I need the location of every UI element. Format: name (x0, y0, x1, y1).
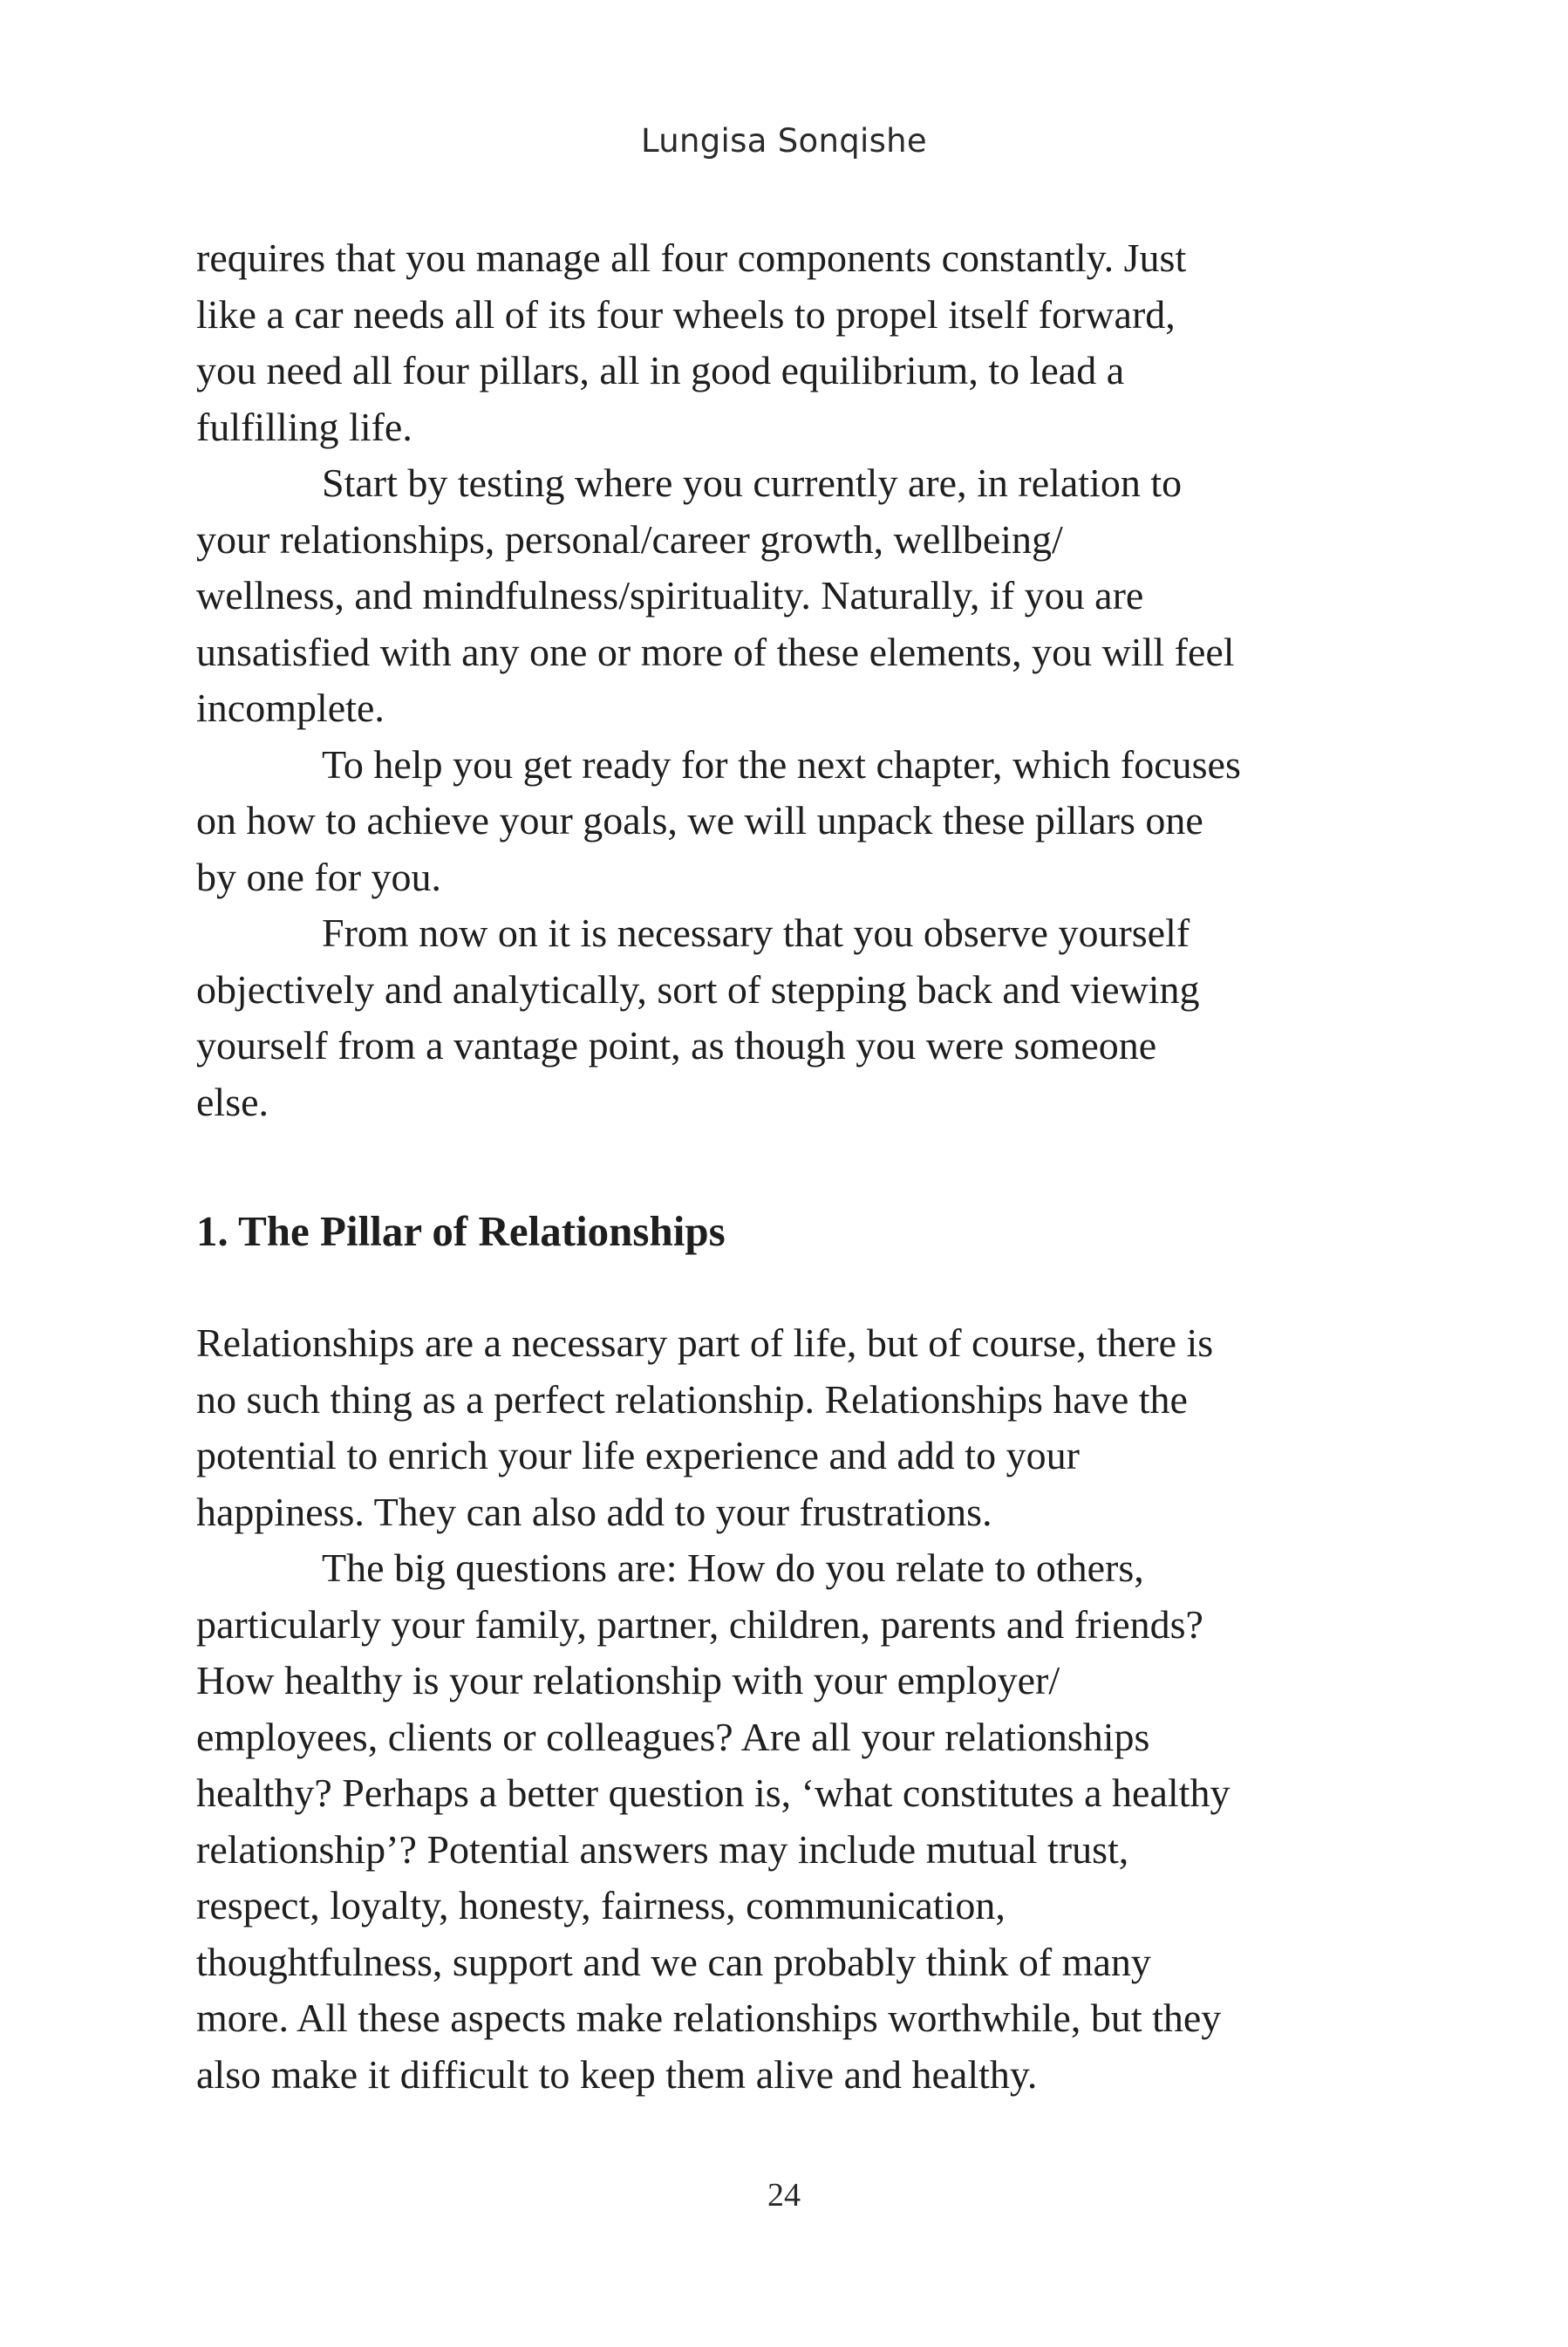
text-line: by one for you. (196, 854, 442, 899)
page-number: 24 (767, 2177, 801, 2214)
text-line: The big questions are: How do you relate to others, (322, 1545, 1144, 1590)
text-line: thoughtfulness, support and we can probably think of many (196, 1939, 1151, 1984)
paragraph (196, 905, 1365, 1130)
text-line: potential to enrich your life experience and add to your (196, 1433, 1080, 1477)
text-line: more. All these aspects make relationships worthwhile, but they (196, 1996, 1222, 2040)
text-line: objectively and analytically, sort of stepping back and viewing (196, 966, 1200, 1012)
text-line: fulfilling life. (196, 404, 412, 449)
text-line: employees, clients or colleagues? Are all your relationships (196, 1714, 1150, 1759)
text-line: Relationships are a necessary part of life, but of course, there is (196, 1320, 1214, 1365)
text-line: Start by testing where you currently are, in relation to (322, 461, 1183, 505)
text-line: you need all four pillars, all in good equilibrium, to lead a (196, 348, 1125, 392)
section-heading: 1. The Pillar of Relationships (196, 1207, 726, 1255)
text-line: How healthy is your relationship with your employer/ (196, 1658, 1060, 1702)
paragraph (196, 1315, 1365, 1540)
running-header: Lungisa Sonqishe (641, 122, 927, 160)
text-line: wellness, and mindfulness/spirituality. Naturally, if you are (196, 573, 1144, 617)
text-line: To help you get ready for the next chapter, which focuses (322, 741, 1241, 787)
text-line: From now on it is necessary that you observe yourself (322, 911, 1190, 955)
paragraph (196, 737, 1365, 906)
text-line: else. (196, 1079, 269, 1124)
text-line: no such thing as a perfect relationship. Relationships have the (196, 1376, 1188, 1422)
text-line: unsatisfied with any one or more of these elements, you will feel (196, 629, 1235, 674)
text-line: healthy? Perhaps a better question is, ‘what constitutes a healthy (196, 1770, 1231, 1815)
text-line: incomplete. (196, 686, 385, 730)
text-line: also make it difficult to keep them alive and healthy. (196, 2051, 1038, 2097)
text-line: particularly your family, partner, children, parents and friends? (196, 1601, 1203, 1647)
paragraph (196, 455, 1365, 737)
text-line: respect, loyalty, honesty, fairness, communication, (196, 1883, 1006, 1927)
text-line: yourself from a vantage point, as though you were someone (196, 1023, 1157, 1068)
body-text-top (196, 230, 1365, 1130)
text-line: like a car needs all of its four wheels to propel itself forward, (196, 291, 1176, 337)
text-line: happiness. They can also add to your frustrations. (196, 1489, 992, 1534)
paragraph (196, 1540, 1365, 2103)
text-line: your relationships, personal/career growth, wellbeing/ (196, 516, 1063, 562)
text-line: requires that you manage all four components constantly. Just (196, 235, 1187, 280)
text-line: relationship’? Potential answers may include mutual trust, (196, 1826, 1129, 1872)
text-line: on how to achieve your goals, we will unpack these pillars one (196, 798, 1203, 843)
paragraph (196, 230, 1365, 455)
body-text-bottom (196, 1315, 1365, 2103)
